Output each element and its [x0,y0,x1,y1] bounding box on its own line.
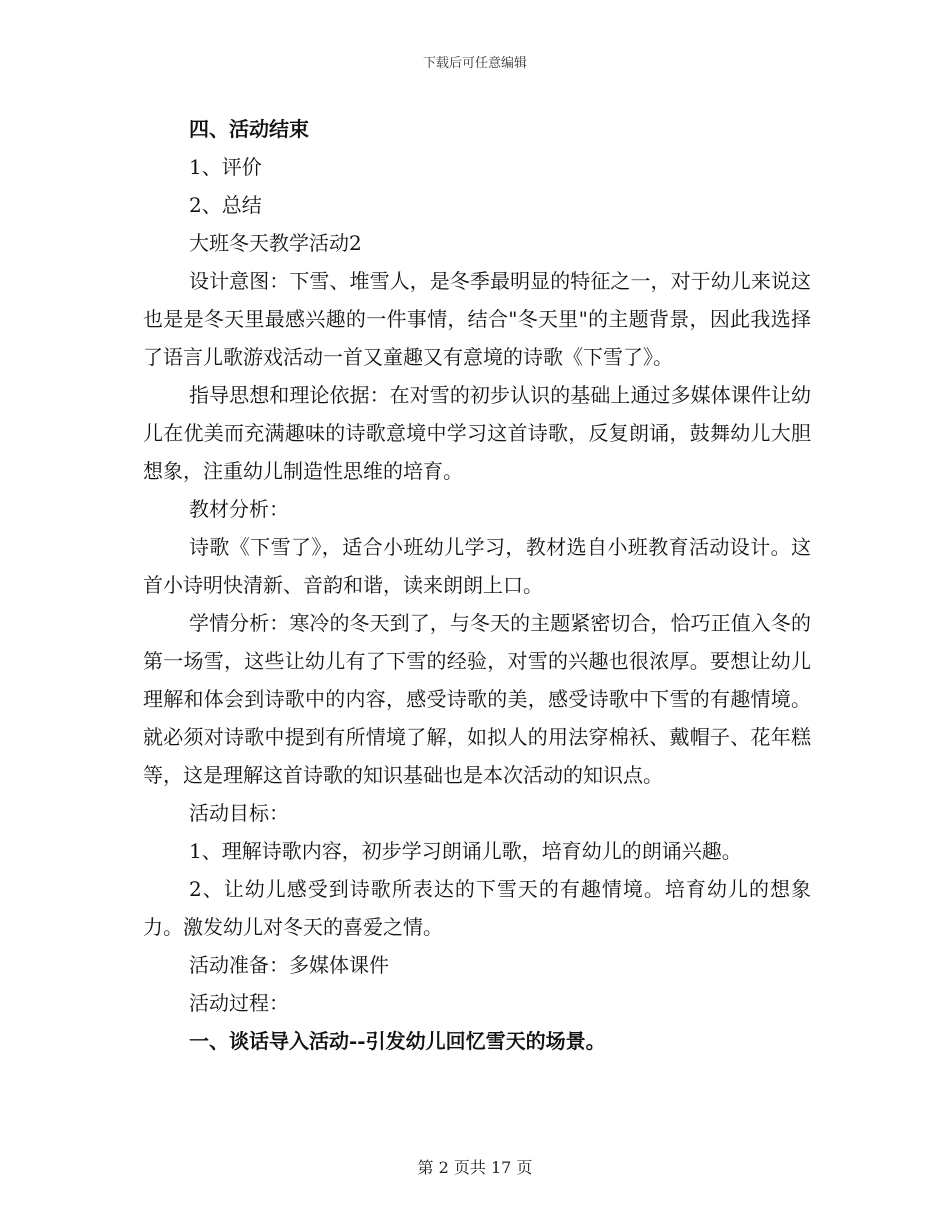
goal-item-2: 2、让幼儿感受到诗歌所表达的下雪天的有趣情境。培育幼儿的想象力。激发幼儿对冬天的喜爱之情。 [143,877,811,939]
activity-title: 大班冬天教学活动2 [189,231,362,255]
page-header: 下载后可任意编辑 [422,56,527,71]
document-body [143,110,811,1060]
label-activity-goals: 活动目标： [189,801,289,825]
activity-preparation: 活动准备：多媒体课件 [189,953,389,977]
paragraph-guiding-ideas: 指导思想和理论依据：在对雪的初步认识的基础上通过多媒体课件让幼儿在优美而充满趣味的诗歌意境中学习这首诗歌，反复朗诵，鼓舞幼儿大胆想象，注重幼儿制造性思维的培育。 [143,383,811,483]
paragraph-design-intent: 设计意图：下雪、堆雪人，是冬季最明显的特征之一，对于幼儿来说这也是是冬天里最感兴趣的一件事情，结合"冬天里"的主题背景，因此我选择了语言儿歌游戏活动一首又童趣又有意境的诗歌《下雪了》。 [143,269,811,369]
page-footer: 第 2 页共 17 页 [417,1158,533,1177]
list-item-evaluation: 1、评价 [189,155,262,179]
paragraph-learner-analysis: 学情分析：寒冷的冬天到了，与冬天的主题紧密切合，恰巧正值入冬的第一场雪，这些让幼儿有了下雪的经验，对雪的兴趣也很浓厚。要想让幼儿理解和体会到诗歌中的内容，感受诗歌的美，感受诗歌中下雪的有趣情境。就必须对诗歌中提到有所情境了解，如拟人的用法穿棉袄、戴帽子、花年糕等，这是理解这首诗歌的知识基础也是本次活动的知识点。 [143,611,811,787]
section-heading-activity-end: 四、活动结束 [189,117,309,141]
label-activity-process: 活动过程： [189,991,289,1015]
paragraph-material-analysis: 诗歌《下雪了》，适合小班幼儿学习，教材选自小班教育活动设计。这首小诗明快清新、音韵和谐，读来朗朗上口。 [143,535,811,597]
goal-item-1: 1、理解诗歌内容，初步学习朗诵儿歌，培育幼儿的朗诵兴趣。 [189,839,742,863]
section-heading-step-1: 一、谈话导入活动--引发幼儿回忆雪天的场景。 [189,1029,606,1053]
list-item-summary: 2、总结 [189,193,262,217]
label-material-analysis: 教材分析： [189,497,289,521]
